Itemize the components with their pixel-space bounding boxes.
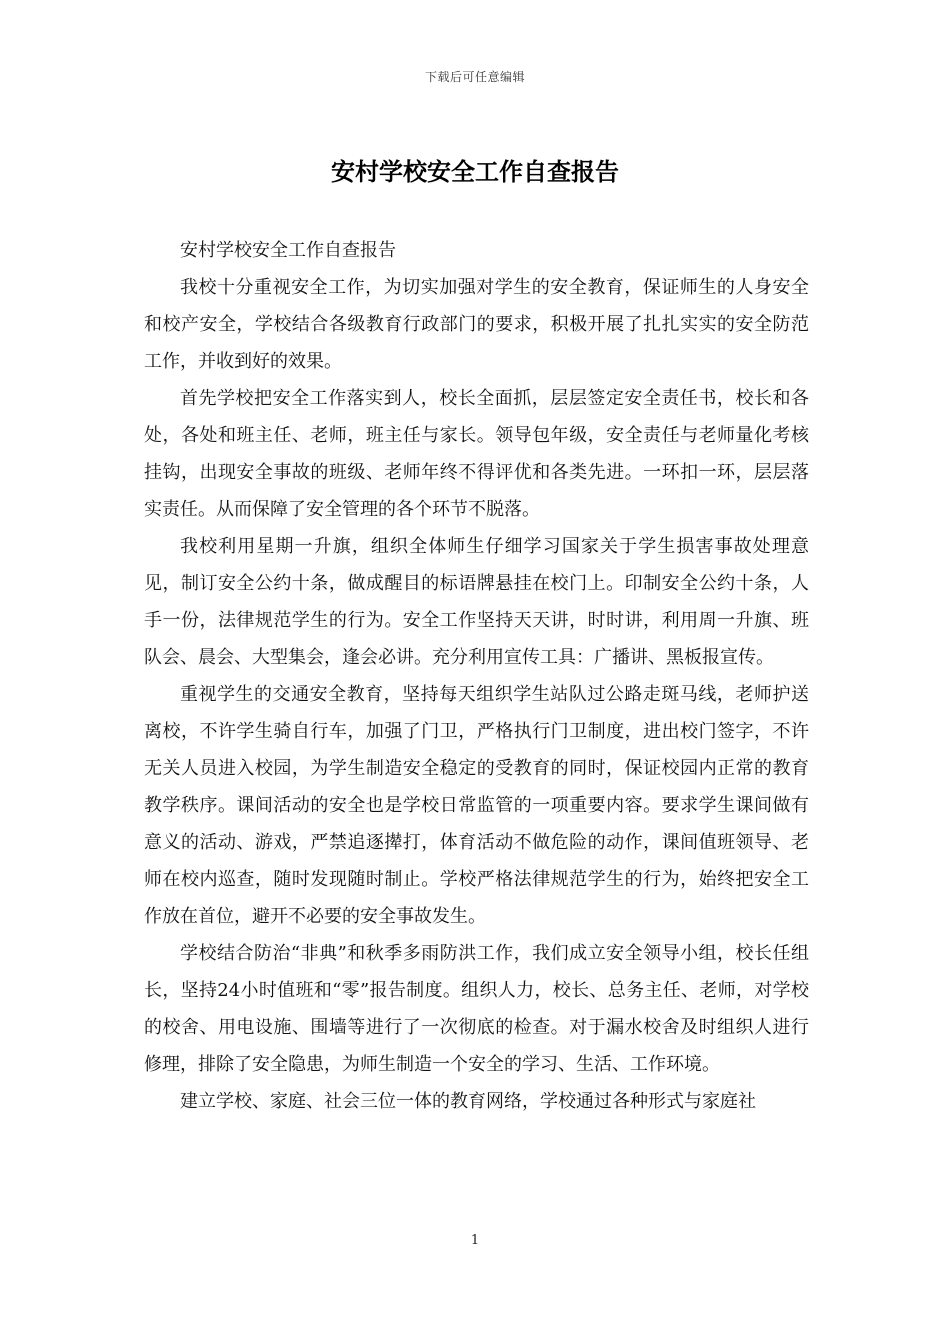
page-number: 1 <box>470 1233 480 1248</box>
paragraph-flood-prevention: 学校结合防治“非典”和秋季多雨防洪工作，我们成立安全领导小组，校长任组长，坚持24小时值班和“零”报告制度。组织人力，校长、总务主任、老师，对学校的校舍、用电设施、围墙等进行了一次彻底的检查。对于漏水校舍及时组织人进行修理，排除了安全隐患，为师生制造一个安全的学习、生活、工作环境。 <box>144 943 809 1075</box>
paragraph-traffic-safety: 重视学生的交通安全教育，坚持每天组织学生站队过公路走斑马线，老师护送离校，不许学生骑自行车，加强了门卫，严格执行门卫制度，进出校门签字，不许无关人员进入校园，为学生制造安全稳定的受教育的同时，保证校园内正常的教育教学秩序。课间活动的安全也是学校日常监管的一项重要内容。要求学生课间做有意义的活动、游戏，严禁追逐撵打，体育活动不做危险的动作，课间值班领导、老师在校内巡查，随时发现随时制止。学校严格法律规范学生的行为，始终把安全工作放在首位，避开不必要的安全事故发生。 <box>144 684 809 927</box>
paragraph-responsibility: 首先学校把安全工作落实到人，校长全面抓，层层签定安全责任书，校长和各处，各处和班主任、老师，班主任与家长。领导包年级，安全责任与老师量化考核挂钩，出现安全事故的班级、老师年终不得评优和各类先进。一环扣一环，层层落实责任。从而保障了安全管理的各个环节不脱落。 <box>144 388 809 520</box>
paragraph-education-network: 建立学校、家庭、社会三位一体的教育网络，学校通过各种形式与家庭社 <box>180 1091 756 1112</box>
paragraph-subtitle: 安村学校安全工作自查报告 <box>180 240 396 261</box>
paragraph-safety-convention: 我校利用星期一升旗，组织全体师生仔细学习国家关于学生损害事故处理意见，制订安全公约十条，做成醒目的标语牌悬挂在校门上。印制安全公约十条，人手一份，法律规范学生的行为。安全工作坚持天天讲，时时讲，利用周一升旗、班队会、晨会、大型集会，逢会必讲。充分利用宣传工具：广播讲、黑板报宣传。 <box>144 536 809 668</box>
paragraph-intro: 我校十分重视安全工作，为切实加强对学生的安全教育，保证师生的人身安全和校产安全，学校结合各级教育行政部门的要求，积极开展了扎扎实实的安全防范工作，并收到好的效果。 <box>144 277 809 372</box>
document-body <box>144 232 809 1120</box>
header-note: 下载后可任意编辑 <box>424 70 525 84</box>
document-title: 安村学校安全工作自查报告 <box>331 157 619 186</box>
